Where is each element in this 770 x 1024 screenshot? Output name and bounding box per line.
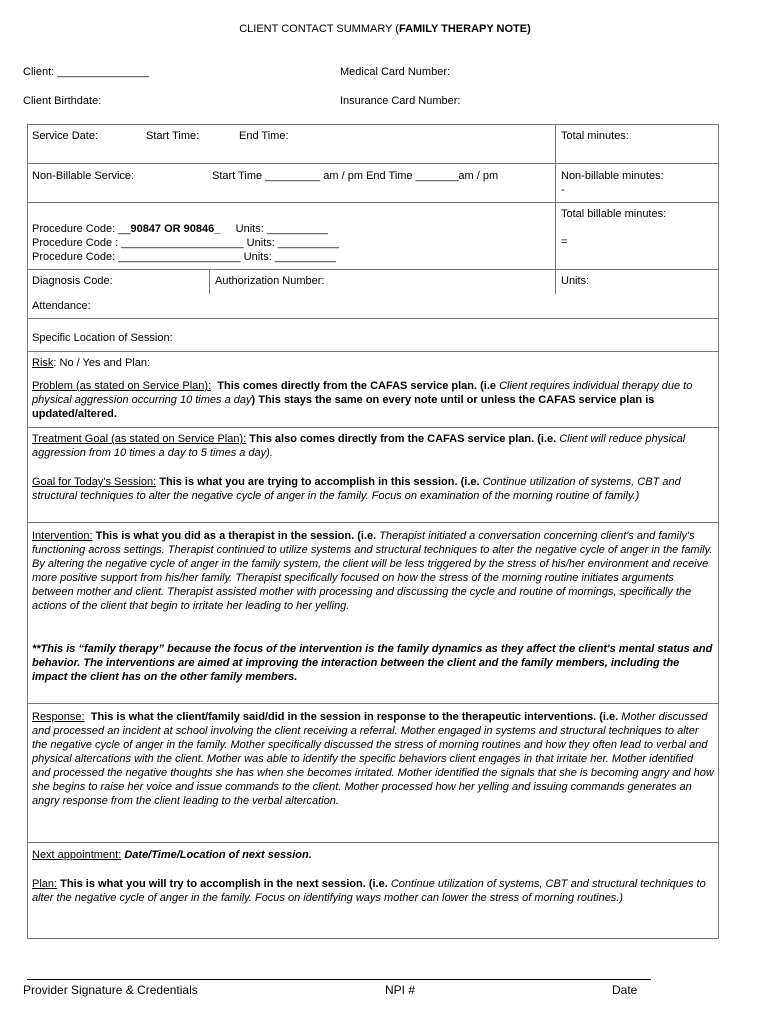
procedure-code-3-field[interactable]: Procedure Code: ____________________ Units: __________	[32, 251, 336, 263]
total-minutes-field[interactable]: Total minutes:	[561, 130, 629, 142]
treatment-goal-label: Treatment Goal (as stated on Service Plan):	[32, 433, 247, 445]
divider	[27, 163, 719, 164]
npi-label: NPI #	[385, 983, 416, 997]
non-billable-minutes-value: -	[561, 184, 565, 196]
non-billable-minutes-field[interactable]: Non-billable minutes:	[561, 170, 664, 182]
provider-signature-label: Provider Signature & Credentials	[23, 983, 198, 997]
divider	[27, 522, 719, 523]
response-section: Response: This is what the client/family said/did in the session in response to the therapeutic interventions. (i.e. Mother discussed and processed an incident at school involving the client receiving a referral. Mother engaged in systems and structural techniques to alter the negative cycle of anger in the family. Mother specifically discussed the stress of morning routines and how they often lead to verbal and physical altercations with the client. Mother was able to identify the specific behaviors client engages in that irritate her. Mother identified and processed the negative thoughts she has when she becomes irritated. Mother identified the signals that she is becoming angry and how she begins to raise her voice and issue commands to the client. Mother processed how her yelling and issuing commands generates an angry response from the client leading to the verbal altercation.	[32, 711, 714, 807]
divider	[27, 318, 719, 319]
procedure-code-2-field[interactable]: Procedure Code : ____________________ Units: __________	[32, 237, 340, 249]
divider	[27, 427, 719, 428]
divider	[209, 269, 210, 294]
total-billable-minutes-value: =	[561, 236, 568, 248]
procedure-code-1-field[interactable]: Procedure Code: __90847 OR 90846_ Units: __________	[32, 223, 329, 235]
insurance-card-field[interactable]: Insurance Card Number:	[340, 95, 461, 107]
total-billable-minutes-field[interactable]: Total billable minutes:	[561, 208, 667, 220]
start-time-field[interactable]: Start Time:	[146, 130, 200, 142]
date-label: Date	[612, 983, 638, 997]
treatment-goal-section: Treatment Goal (as stated on Service Plan): This also comes directly from the CAFAS service plan. (i.e. Client will reduce physical aggression from 10 times a day to 5 times a day).	[32, 433, 686, 459]
authorization-number-field[interactable]: Authorization Number:	[215, 275, 325, 287]
diagnosis-code-field[interactable]: Diagnosis Code:	[32, 275, 113, 287]
session-location-field[interactable]: Specific Location of Session:	[32, 332, 173, 344]
medical-card-field[interactable]: Medical Card Number:	[340, 66, 451, 78]
divider	[27, 703, 719, 704]
divider	[555, 124, 556, 294]
divider	[27, 842, 719, 843]
divider	[27, 202, 719, 203]
plan-label: Plan:	[32, 878, 58, 890]
goal-today-section: Goal for Today's Session: This is what you are trying to accomplish in this session. (i.e. Continue utilization of systems, CBT and structural techniques to alter the negative cycle of anger in the family. Focus on examination of the morning routine of family.)	[32, 476, 681, 502]
response-label: Response:	[32, 711, 85, 723]
non-billable-times-field[interactable]: Start Time _________ am / pm End Time _______am / pm	[212, 170, 499, 182]
problem-section: Problem (as stated on Service Plan): This comes directly from the CAFAS service plan. (i.e Client requires individual therapy due to physical aggression occurring 10 times a day) This stays the same on every note until or unless the CAFAS service plan is updated/altered.	[32, 380, 693, 420]
intervention-label: Intervention:	[32, 530, 93, 542]
client-field[interactable]: Client: _______________	[23, 66, 150, 78]
client-birthdate-field[interactable]: Client Birthdate:	[23, 95, 102, 107]
next-appointment-field[interactable]: Next appointment: Date/Time/Location of next session.	[32, 849, 312, 861]
intervention-section: Intervention: This is what you did as a therapist in the session. (i.e. Therapist initiated a conversation concerning client's and family's functioning across settings. Therapist continued to utilize systems and structural techniques to alter the negative cycle of anger in the family. By altering the negative cycle of anger in the family system, the client will be less triggered by the stress of his/her environment and receive more positive support from his/her family. Therapist specifically focused on how the stress of the morning routine initiates arguments between mother and client. Therapist assisted mother with processing and discussing the cycle and routine of mornings, specifically the actions of the client that begin to irritate her leading to her yelling.	[32, 530, 713, 612]
units-field[interactable]: Units:	[561, 275, 590, 287]
divider	[27, 351, 719, 352]
attendance-field[interactable]: Attendance:	[32, 300, 91, 312]
risk-field[interactable]: Risk: No / Yes and Plan:	[32, 357, 151, 369]
plan-section: Plan: This is what you will try to accomplish in the next session. (i.e. Continue utilization of systems, CBT and structural techniques to alter the negative cycle of anger in the family. Focus on identifying ways mother can lower the stress of morning routines.)	[32, 878, 706, 904]
goal-today-label: Goal for Today's Session:	[32, 476, 157, 488]
family-therapy-note: **This is “family therapy” because the focus of the intervention is the family dynamics as they affect the client's mental status and behavior. The interventions are aimed at improving the interaction between the client and the family members, including the impact the client has on the other family members.	[32, 643, 713, 683]
end-time-field[interactable]: End Time:	[239, 130, 289, 142]
service-date-field[interactable]: Service Date:	[32, 130, 99, 142]
signature-line[interactable]	[27, 979, 651, 980]
page-title: CLIENT CONTACT SUMMARY (FAMILY THERAPY NOTE)	[239, 23, 531, 35]
divider	[27, 269, 719, 270]
non-billable-service-field[interactable]: Non-Billable Service:	[32, 170, 135, 182]
problem-label: Problem (as stated on Service Plan):	[32, 380, 212, 392]
